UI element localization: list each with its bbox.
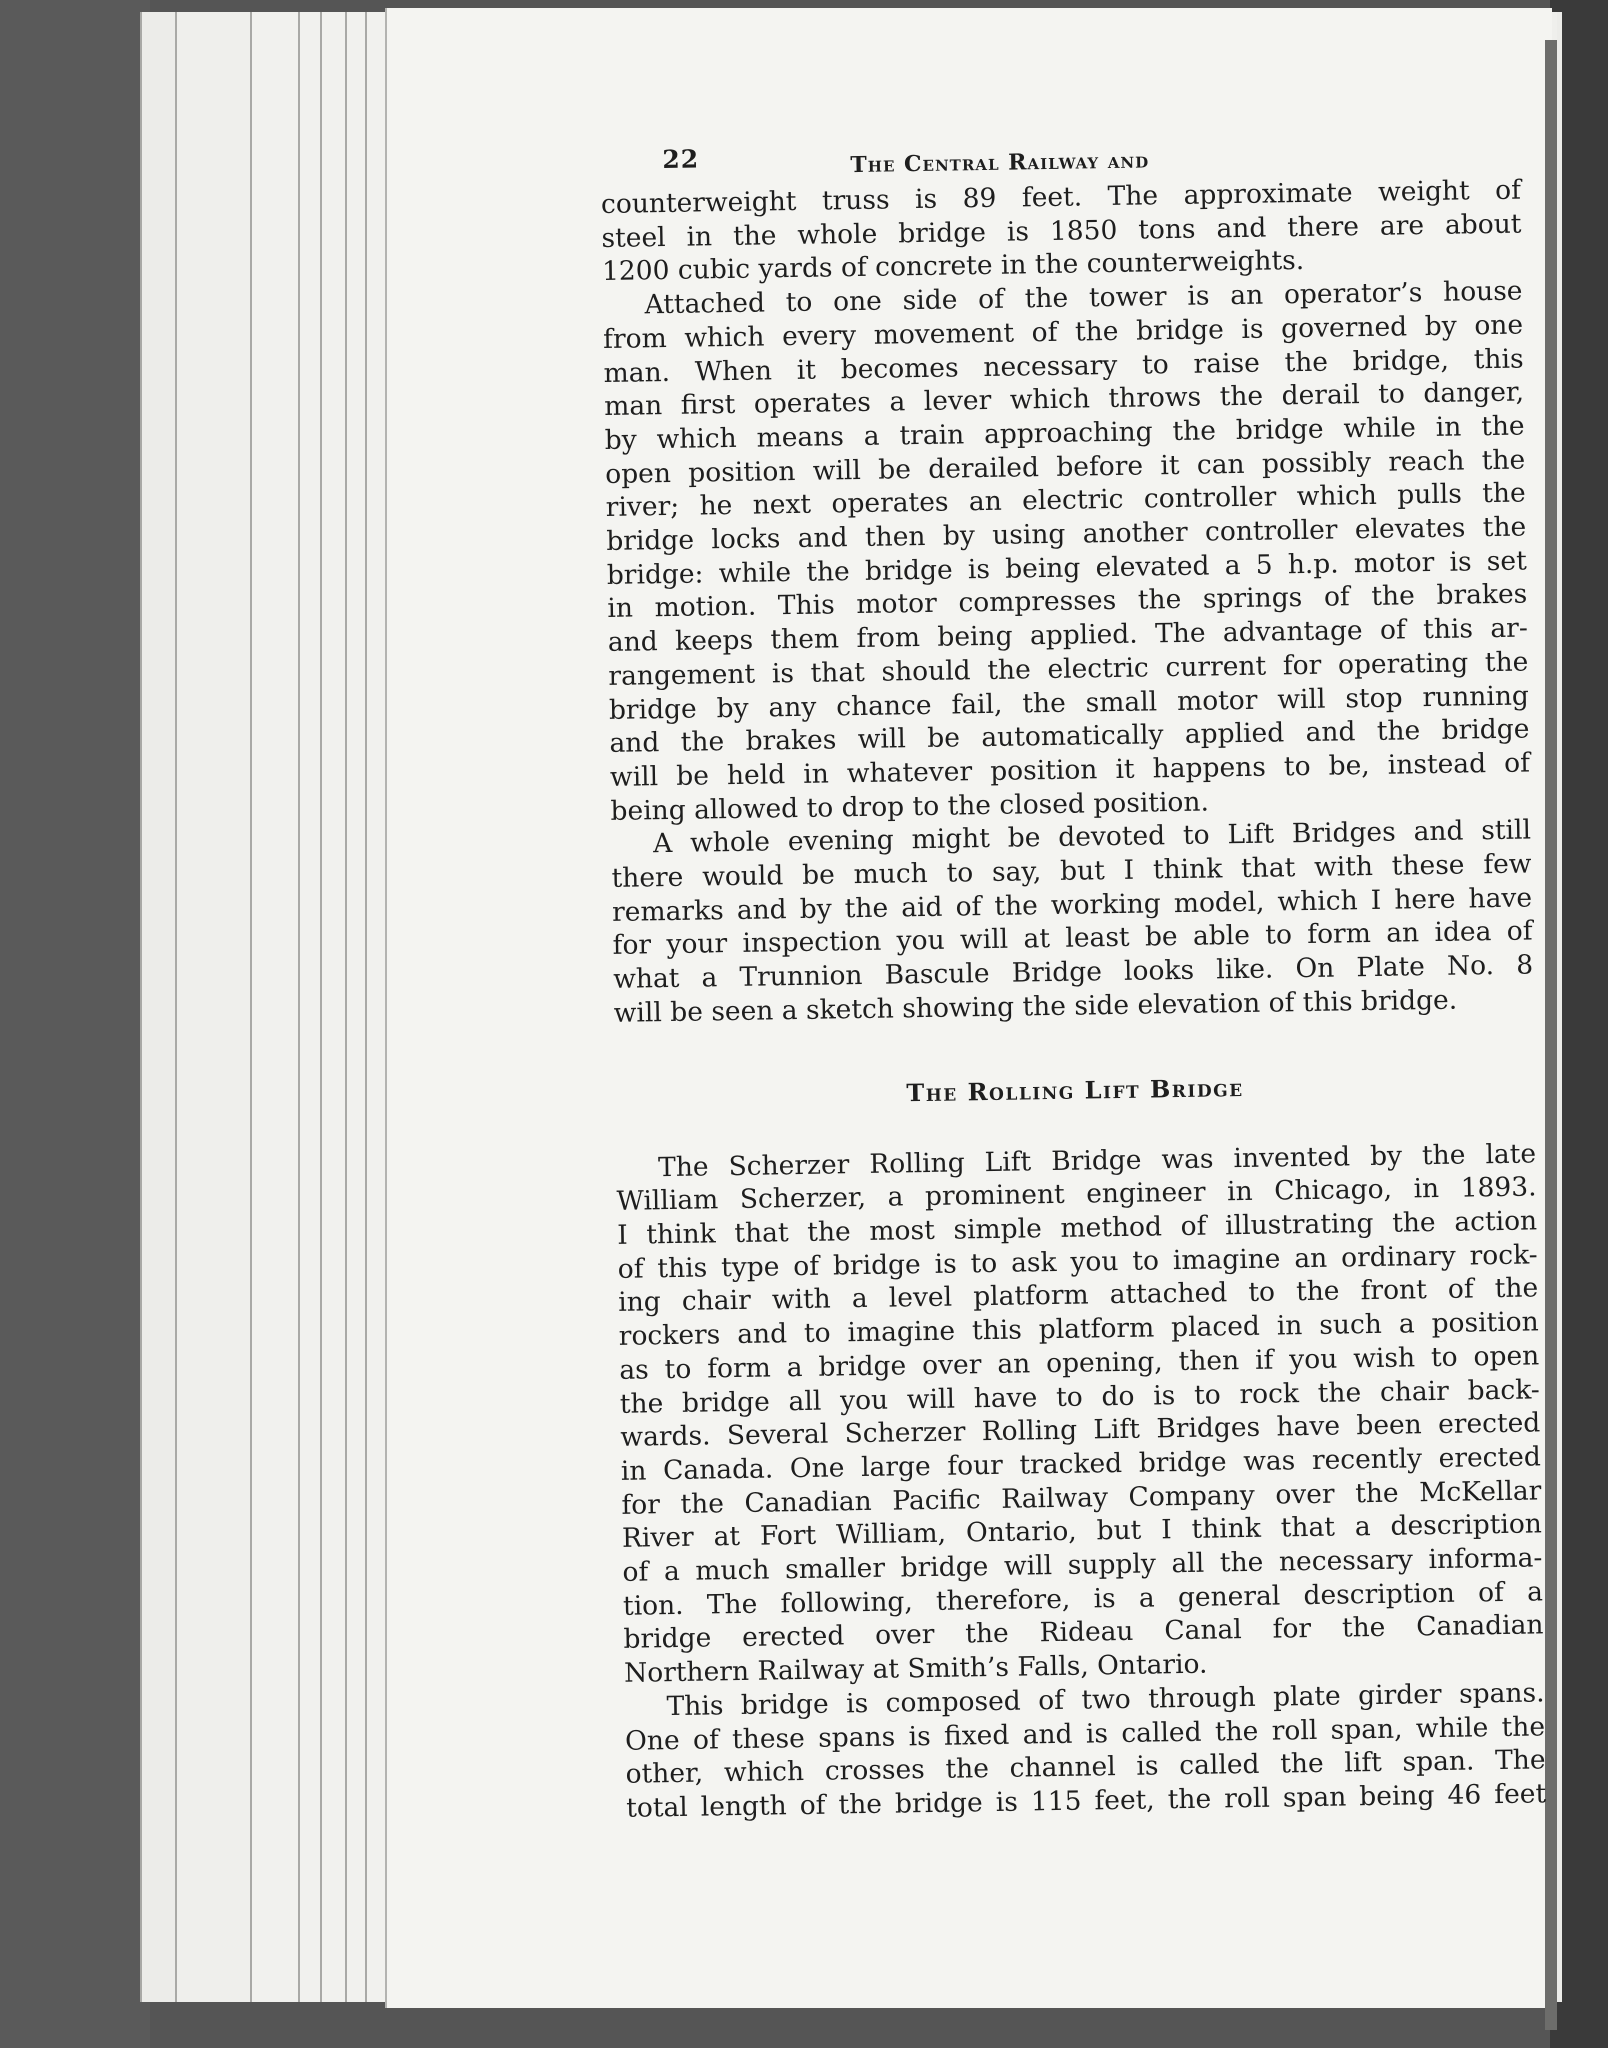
text-line: Attached to one side of the tower is an operator’s house bbox=[644, 275, 1523, 321]
paragraph bbox=[616, 1137, 1544, 1691]
text-line: counterweight truss is 89 feet. The approximate weight of bbox=[600, 174, 1522, 220]
text-line: open position will be derailed before it can possibly reach the bbox=[605, 444, 1526, 490]
text-line: Northern Railway at Smith’s Falls, Ontario. bbox=[623, 1648, 1208, 1689]
text-line: William Scherzer, a prominent engineer in Chicago, in 1893. bbox=[616, 1171, 1537, 1218]
book-spine-shadow bbox=[1545, 40, 1557, 2030]
text-line: man first operates a lever which throws the derail to danger, bbox=[603, 376, 1525, 423]
text-line: the bridge all you will have to do is to rock the chair back- bbox=[619, 1373, 1540, 1420]
text-line: from which every movement of the bridge is governed by one bbox=[602, 309, 1524, 355]
text-line: of this type of bridge is to ask you to imagine an ordinary rock- bbox=[617, 1239, 1538, 1285]
text-line: wards. Several Scherzer Rolling Lift Bridges have been erected bbox=[620, 1407, 1541, 1454]
text-line: I think that the most simple method of illustrating the action bbox=[616, 1205, 1538, 1251]
paragraph bbox=[624, 1676, 1546, 1825]
text-line: ing chair with a level platform attached to the front of the bbox=[618, 1272, 1539, 1319]
text-line: as to form a bridge over an opening, then if you wish to open bbox=[619, 1340, 1540, 1386]
text-line: total length of the bridge is 115 feet, the roll span being 46 feet bbox=[625, 1778, 1547, 1824]
text-line: This bridge is composed of two through plate girder spans. bbox=[666, 1677, 1545, 1722]
text-line: will be seen a sketch showing the side elevation of this bridge. bbox=[613, 984, 1458, 1029]
text-line: man. When it becomes necessary to raise the bridge, this bbox=[603, 343, 1524, 389]
text-line: for the Canadian Pacific Railway Company over the McKellar bbox=[621, 1474, 1542, 1521]
text-line: in motion. This motor compresses the springs of the brakes bbox=[607, 578, 1528, 625]
text-line: what a Trunnion Bascule Bridge looks like. On Plate No. 8 bbox=[612, 949, 1534, 996]
text-line: bridge by any chance fail, the small motor will stop running bbox=[608, 680, 1530, 726]
text-line: The Scherzer Rolling Lift Bridge was invented by the late bbox=[657, 1138, 1537, 1183]
section-heading: The Rolling Lift Bridge bbox=[906, 1072, 1244, 1107]
page-text-block bbox=[600, 126, 1546, 1826]
text-line: rockers and to imagine this platform placed in such a position bbox=[618, 1306, 1539, 1352]
text-line: being allowed to drop to the closed position. bbox=[610, 786, 1210, 827]
text-line: steel in the whole bridge is 1850 tons and there are about bbox=[601, 208, 1522, 254]
text-line: will be held in whatever position it happens to be, instead of bbox=[609, 747, 1531, 793]
text-line: River at Fort William, Ontario, but I think that a description bbox=[621, 1508, 1543, 1555]
running-head: The Central Railway and bbox=[850, 147, 1150, 179]
text-line: by which means a train approaching the bridge while in the bbox=[604, 410, 1525, 456]
body-text-after-heading bbox=[616, 1137, 1546, 1825]
paragraph bbox=[602, 275, 1530, 829]
text-line: and the brakes will be automatically applied and the bridge bbox=[609, 713, 1530, 760]
text-line: tion. The following, therefore, is a general description of a bbox=[622, 1576, 1544, 1622]
text-line: rangement is that should the electric current for operating the bbox=[608, 646, 1529, 692]
text-line: in Canada. One large four tracked bridge was recently erected bbox=[620, 1441, 1542, 1487]
scanner-background-left bbox=[0, 0, 150, 2048]
text-line: 1200 cubic yards of concrete in the counterweights. bbox=[601, 245, 1305, 288]
text-line: A whole evening might be devoted to Lift Bridges and still bbox=[652, 814, 1532, 860]
text-line: of a much smaller bridge will supply all the necessary informa- bbox=[622, 1542, 1543, 1588]
text-line: remarks and by the aid of the working model, which I here have bbox=[611, 882, 1533, 928]
text-line: bridge: while the bridge is being elevated a 5 h.p. motor is set bbox=[606, 545, 1527, 591]
text-line: bridge erected over the Rideau Canal for the Canadian bbox=[623, 1609, 1544, 1656]
text-line: other, which crosses the channel is called the lift span. The bbox=[625, 1744, 1546, 1791]
text-line: river; he next operates an electric controller which pulls the bbox=[605, 477, 1526, 524]
paragraph bbox=[611, 814, 1534, 1031]
text-line: there would be much to say, but I think that with these few bbox=[611, 848, 1532, 894]
text-line: One of these spans is fixed and is called the roll span, while the bbox=[624, 1710, 1546, 1757]
text-line: for your inspection you will at least be able to form an idea of bbox=[612, 915, 1533, 962]
text-line: and keeps them from being applied. The advantage of this ar- bbox=[607, 612, 1529, 659]
text-line: bridge locks and then by using another controller elevates the bbox=[606, 511, 1527, 557]
page-number: 22 bbox=[662, 144, 700, 175]
paragraph bbox=[601, 174, 1522, 290]
body-text-before-heading bbox=[601, 174, 1534, 1031]
